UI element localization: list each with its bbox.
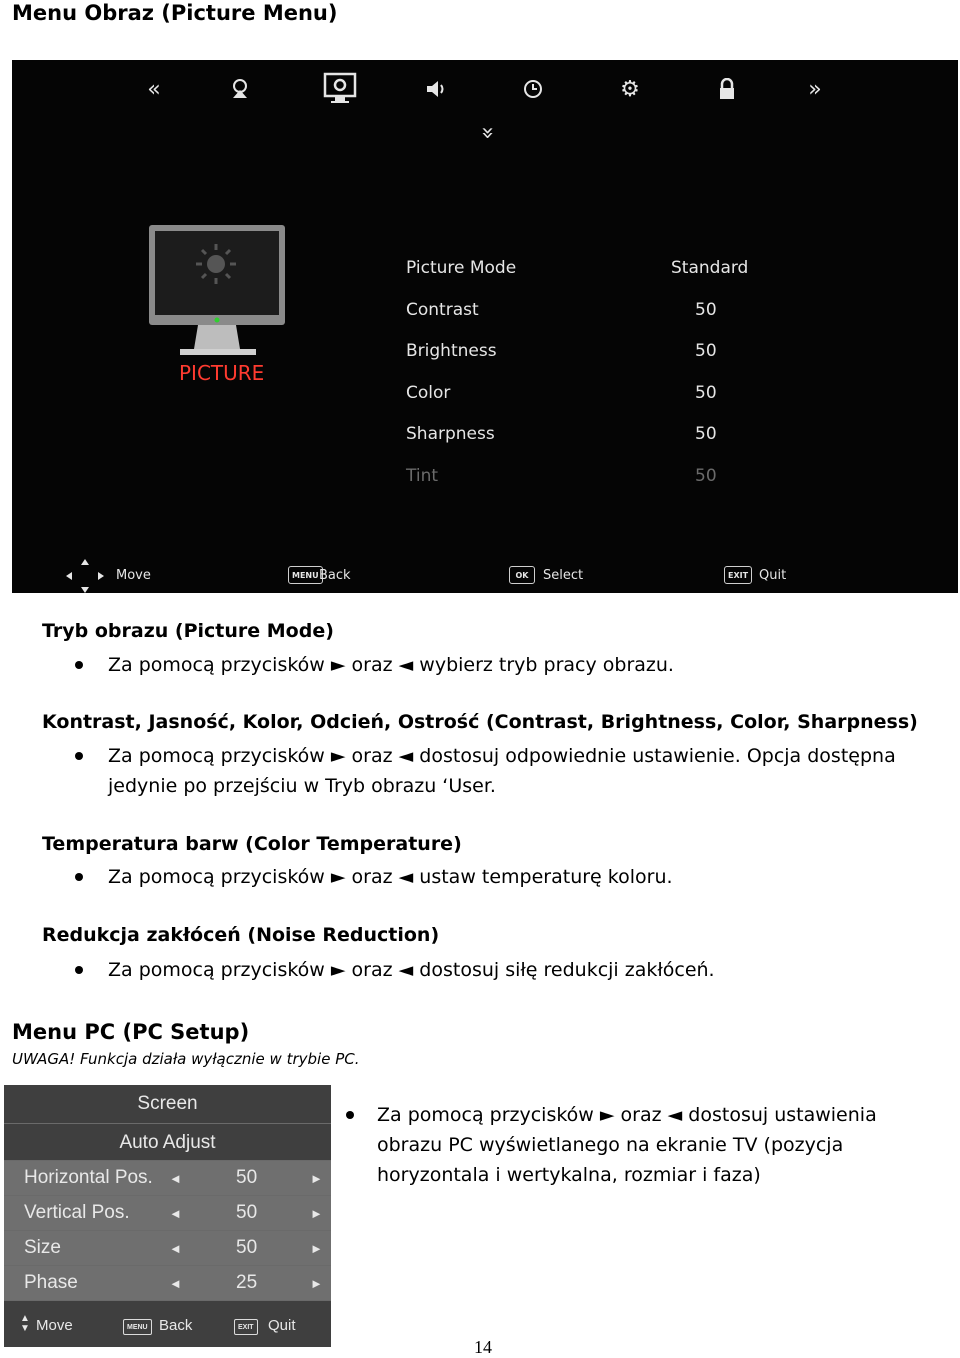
pc-menu-row[interactable] — [4, 1231, 331, 1266]
bullet-text: Za pomocą przycisków ► oraz ◄ dostosuj odpowiednie ustawienie. Opcja dostępna jedynie po przejściu w Tryb obrazu ‘User. — [108, 745, 896, 797]
pc-menu-item-value: 50 — [236, 1237, 258, 1258]
pc-nav-move-label: Move — [36, 1317, 73, 1334]
menu-item-value: Standard — [671, 258, 749, 278]
section-heading: Tryb obrazu (Picture Mode) — [42, 620, 334, 642]
bullet-text: Za pomocą przycisków ► oraz ◄ ustaw temperaturę koloru. — [108, 866, 673, 888]
pc-menu-row[interactable] — [4, 1266, 331, 1301]
tv-picture-menu-screenshot — [12, 60, 958, 593]
nav-select-label: Select — [543, 568, 584, 583]
pc-setup-menu-screenshot — [4, 1085, 331, 1347]
auto-adjust-label: Auto Adjust — [119, 1132, 216, 1153]
dpad-icon — [64, 558, 106, 599]
bullet-dot — [75, 966, 83, 974]
up-down-arrow-icon: ▲ ▼ — [20, 1313, 30, 1334]
pc-menu-item-value: 25 — [236, 1272, 258, 1293]
right-arrow-icon[interactable]: ► — [310, 1276, 323, 1291]
pc-menu-title: Screen — [137, 1093, 198, 1114]
left-arrow-icon[interactable]: ◄ — [169, 1206, 182, 1221]
page-title: Menu Obraz (Picture Menu) — [12, 1, 338, 25]
bullet-text: Za pomocą przycisków ► oraz ◄ dostosuj siłę redukcji zakłóceń. — [108, 959, 715, 981]
right-arrow-icon[interactable]: ► — [310, 1171, 323, 1186]
left-arrow-icon[interactable]: ◄ — [169, 1276, 182, 1291]
exit-key-icon: EXIT — [234, 1319, 258, 1335]
pc-menu-item-label: Size — [24, 1237, 61, 1258]
menu-item-value: 50 — [695, 424, 717, 444]
pc-nav-back-label: Back — [159, 1317, 193, 1334]
tv-settings-icon — [322, 70, 358, 106]
bullet-text: Za pomocą przycisków ► oraz ◄ wybierz tryb pracy obrazu. — [108, 654, 674, 676]
section-heading: Redukcja zakłóceń (Noise Reduction) — [42, 924, 440, 946]
left-arrow-icon[interactable]: ◄ — [169, 1171, 182, 1186]
right-arrow-icon[interactable]: ► — [310, 1241, 323, 1256]
menu-item-label[interactable]: Picture Mode — [406, 258, 517, 278]
double-right-arrow-icon: » — [808, 76, 822, 102]
right-arrow-icon[interactable]: ► — [310, 1206, 323, 1221]
pc-section-heading: Menu PC (PC Setup) — [12, 1020, 250, 1044]
picture-icon — [225, 74, 255, 104]
pc-nav-quit-label: Quit — [268, 1317, 296, 1334]
pc-menu-item-value: 50 — [236, 1202, 258, 1223]
menu-key-icon: MENU — [288, 566, 323, 584]
bullet-dot — [75, 752, 83, 760]
menu-item-label[interactable]: Contrast — [406, 300, 479, 320]
menu-item-label[interactable]: Brightness — [406, 341, 497, 361]
pc-menu-row[interactable] — [4, 1161, 331, 1196]
sound-icon — [421, 74, 451, 104]
pc-menu-auto-adjust-row[interactable] — [4, 1124, 331, 1161]
ok-key-icon: OK — [509, 566, 535, 584]
pc-bullet-text: Za pomocą przycisków ► oraz ◄ dostosuj ustawienia obrazu PC wyświetlanego na ekranie TV (pozycja horyzontala i wertykalna, rozmiar i faza) — [377, 1104, 877, 1186]
section-heading: Temperatura barw (Color Temperature) — [42, 833, 462, 855]
double-left-arrow-icon: « — [147, 76, 161, 102]
bullet-dot — [346, 1111, 354, 1119]
nav-move-label: Move — [116, 568, 151, 583]
pc-menu-item-value: 50 — [236, 1167, 258, 1188]
nav-quit-label: Quit — [759, 568, 787, 583]
lock-icon — [712, 74, 742, 104]
menu-item-label: Tint — [406, 466, 439, 486]
pc-menu-row[interactable] — [4, 1196, 331, 1231]
menu-item-value: 50 — [695, 383, 717, 403]
nav-back-label: Back — [319, 568, 351, 583]
menu-item-value: 50 — [695, 466, 717, 486]
gear-icon: ⚙ — [620, 76, 640, 102]
pc-menu-item-label: Vertical Pos. — [24, 1202, 130, 1223]
pc-menu-item-label: Horizontal Pos. — [24, 1167, 153, 1188]
exit-key-icon: EXIT — [724, 566, 752, 584]
monitor-illustration — [148, 224, 288, 361]
left-arrow-icon[interactable]: ◄ — [169, 1241, 182, 1256]
menu-item-value: 50 — [695, 300, 717, 320]
pc-menu-item-label: Phase — [24, 1272, 78, 1293]
category-label: PICTURE — [179, 361, 265, 385]
bullet-dot — [75, 661, 83, 669]
pc-section-note: UWAGA! Funkcja działa wyłącznie w trybie PC. — [12, 1050, 360, 1068]
pc-menu-title-row — [4, 1085, 331, 1124]
menu-item-label[interactable]: Color — [406, 383, 451, 403]
section-heading: Kontrast, Jasność, Kolor, Odcień, Ostrość (Contrast, Brightness, Color, Sharpness) — [42, 711, 918, 733]
double-down-arrow-icon: » — [475, 126, 501, 140]
menu-item-value: 50 — [695, 341, 717, 361]
clock-icon — [518, 74, 548, 104]
page-number: 14 — [474, 1337, 492, 1357]
menu-item-label[interactable]: Sharpness — [406, 424, 495, 444]
menu-key-icon: MENU — [123, 1319, 152, 1335]
bullet-dot — [75, 873, 83, 881]
